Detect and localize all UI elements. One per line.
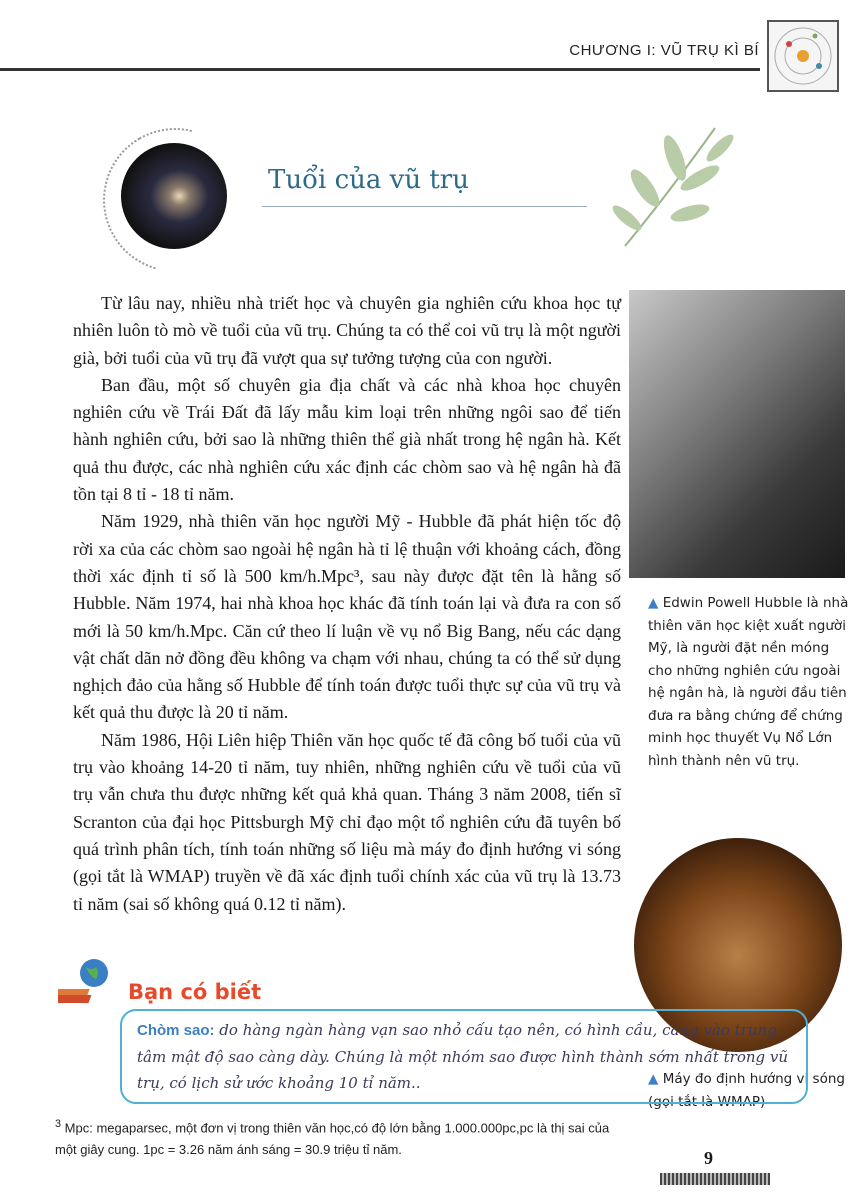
footnote-text: Mpc: megaparsec, một đơn vị trong thiên văn học,có độ lớn bằng 1.000.000pc,pc là thị sai của một giây cung. 1pc = 3.26 năm ánh sáng = 30.9 triệu tỉ năm. [55,1120,610,1158]
paragraph: Từ lâu nay, nhiều nhà triết học và chuyên gia nghiên cứu khoa học tự nhiên luôn tò mò về tuổi của vũ trụ. Chúng ta có thể coi vũ trụ là một người già, bởi tuổi của vũ trụ đã vượt qua sự tưởng tượng của con người. [73,293,621,368]
did-you-know-term: Chòm sao: [137,1022,215,1039]
did-you-know-text [137,1017,807,1096]
did-you-know-heading: Bạn có biết [128,980,262,1004]
solar-system-icon [767,20,839,92]
paragraph: Năm 1986, Hội Liên hiệp Thiên văn học quốc tế đã công bố tuổi của vũ trụ vào khoảng 14-20 tỉ năm, tuy nhiên, những nghiên cứu về tuổi của vũ trụ vẫn chưa thu được những kết quả khả quan. Tháng 3 năm 2008, tiến sĩ Scranton của đại học Pittsburgh Mỹ chỉ đạo một tổ nghiên cứu đã tuyên bố quá trình phân tích, tính toán những số liệu mà máy đo định hướng vi sóng (gọi tắt là WMAP) truyền về đã xác định tuổi chính xác của vũ trụ là 13.73 tỉ năm (sai số không quá 0.12 tỉ năm). [73,729,621,914]
hubble-portrait [629,290,845,578]
hubble-caption [648,592,853,772]
leaf-icon [605,118,740,248]
page-rule [660,1173,770,1185]
section-title: Tuổi của vũ trụ [268,165,469,195]
hubble-caption-text: Edwin Powell Hubble là nhà thiên văn học kiệt xuất người Mỹ, là người đặt nền móng cho những nghiên cứu ngoài hệ ngân hà, là người đầu tiên đưa ra bằng chứng để chứng minh học thuyết Vụ Nổ Lớn hình thành nên vũ trụ. [648,595,849,769]
paragraph: Năm 1929, nhà thiên văn học người Mỹ - Hubble đã phát hiện tốc độ rời xa của các chòm sao ngoài hệ ngân hà tỉ lệ thuận với khoảng cách, đồng thời xác định tỉ số là 500 km/h.Mpc³, sau này được đặt tên là hằng số Hubble. Năm 1974, hai nhà khoa học khác đã tính toán lại và đưa ra con số mới là 50 km/h.Mpc. Căn cứ theo lí luận về vụ nổ Big Bang, nếu các dạng vật chất dãn nở đồng đều không va chạm với nhau, chúng ta có thể sử dụng nghịch đảo của hằng số Hubble để tính toán được tuổi thực sự của vũ trụ và kết quả thu được là 20 tỉ năm. [73,511,621,723]
section-rule [262,206,587,207]
triangle-marker-icon: ▲ [648,595,659,611]
globe-icon [58,955,120,1007]
did-you-know-body: do hàng ngàn hàng vạn sao nhỏ cấu tạo nên, có hình cầu, càng vào trung tâm mật độ sao càng dày. Chúng là một nhóm sao được hình thành sớm nhất trong vũ trụ, có lịch sử ước khoảng 10 tỉ năm.. [137,1021,789,1092]
header-rule [0,68,760,71]
footnote-mark: 3 [55,1118,62,1130]
triangle-marker-icon: ▲ [648,1071,659,1087]
galaxy-image [121,143,227,249]
paragraph: Ban đầu, một số chuyên gia địa chất và các nhà khoa học chuyên nghiên cứu về Trái Đất đã lấy mẫu kim loại trên những ngôi sao để tiến hành nghiên cứu, bởi sao là những thiên thể già nhất trong hệ ngân hà. Kết quả thu được, các nhà nghiên cứu xác định các chòm sao và hệ ngân hà đã tồn tại 8 tỉ - 18 tỉ năm. [73,374,621,505]
chapter-title: CHƯƠNG I: VŨ TRỤ KÌ BÍ [569,42,759,59]
wmap-caption-text: Máy đo định hướng vi sóng (gọi tắt là WMAP) [648,1071,845,1110]
footnote [55,1113,615,1161]
page-number: 9 [704,1148,713,1168]
article-body [73,290,621,918]
